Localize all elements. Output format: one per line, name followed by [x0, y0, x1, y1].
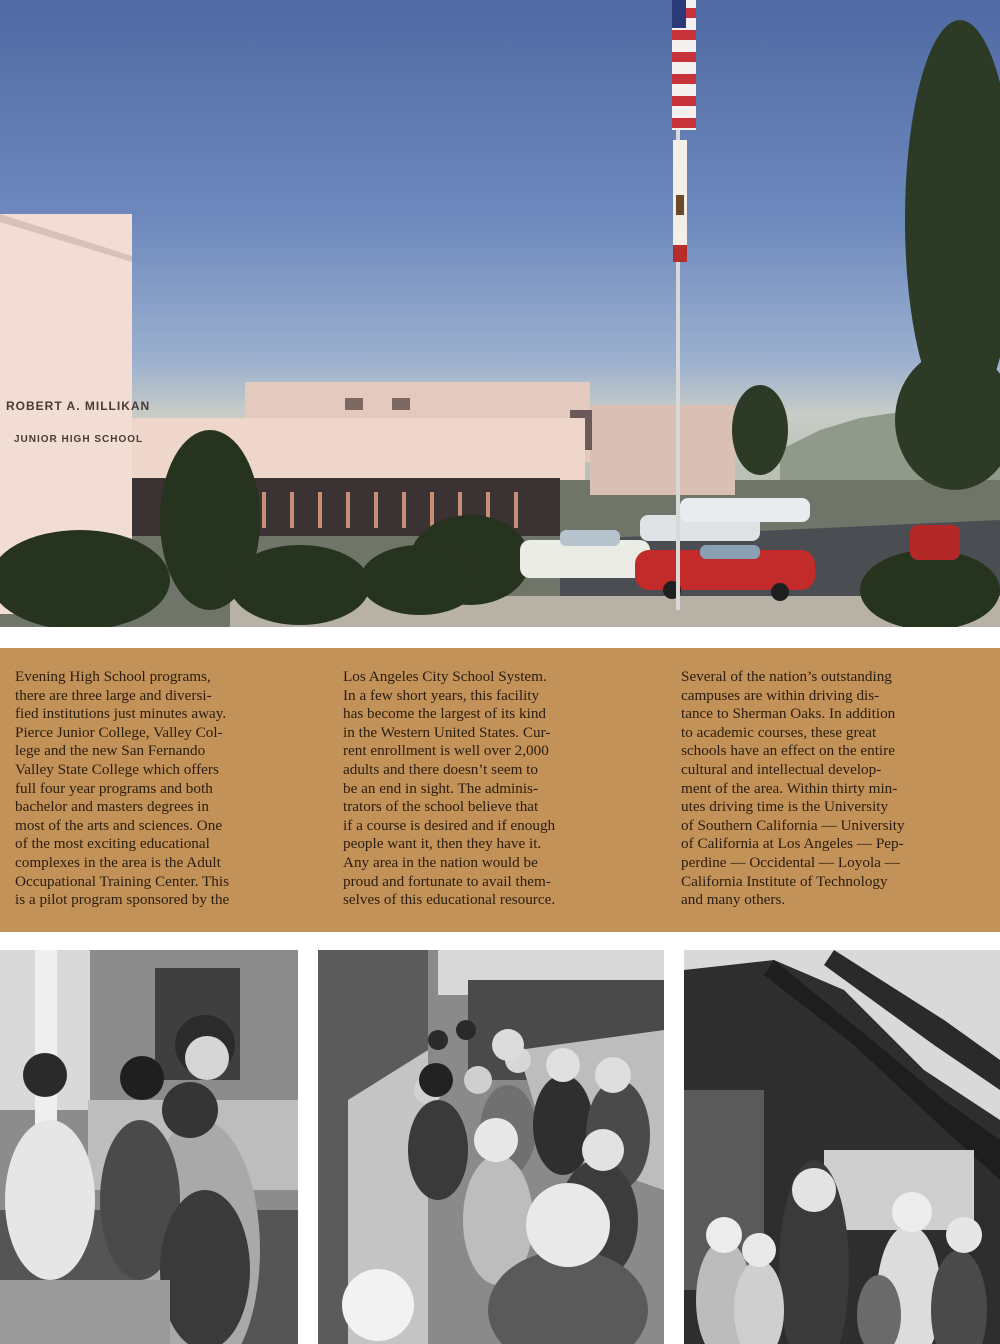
us-flag [672, 0, 696, 130]
text-line: Los Angeles City School System. [343, 668, 547, 685]
classroom-illustration [0, 950, 298, 1344]
text-line: most of the arts and sciences. One [15, 816, 223, 834]
table-model [0, 1280, 170, 1344]
school-building-photo [0, 0, 1000, 627]
text-line: adults and there doesn’t seem to [343, 760, 538, 778]
student-figure [5, 1120, 95, 1280]
text-line: Several of the nation’s outstanding [681, 668, 892, 685]
text-line: Valley State College which offers [15, 760, 219, 778]
text-line: full four year programs and both [15, 779, 213, 797]
vent [392, 398, 410, 410]
text-line: in the Western United States. Cur- [343, 723, 551, 741]
text-line: Any area in the nation would be [343, 853, 538, 871]
text-line: be an end in sight. The adminis- [343, 779, 539, 797]
text-line: trators of the school believe that [343, 798, 539, 816]
text-line: rent enrollment is well over 2,000 [343, 742, 549, 760]
text-line: fied institutions just minutes away. [15, 705, 227, 723]
text-line: Occupational Training Center. This [15, 872, 230, 890]
text-line: campuses are within driving dis- [681, 686, 880, 704]
california-flag [673, 140, 687, 262]
hallway-children-photo [318, 950, 664, 1344]
building-sign-line-1: ROBERT A. MILLIKAN [6, 399, 151, 413]
text-line: Evening High School programs, [15, 668, 211, 685]
text-line: to academic courses, these great [681, 723, 877, 741]
text-line: bachelor and masters degrees in [15, 798, 209, 816]
text-line: of Southern California — University [681, 816, 905, 834]
text-line: of the most exciting educational [15, 835, 210, 853]
text-line: of California at Los Angeles — Pep- [681, 835, 904, 853]
school-building-illustration [0, 0, 1000, 627]
text-line: is a pilot program sponsored by the [15, 891, 230, 909]
text-line: schools have an effect on the entire [681, 742, 895, 760]
article-text-band [0, 648, 1000, 932]
vent [345, 398, 363, 410]
text-column-1 [15, 668, 291, 910]
text-line: perdine — Occidental — Loyola — [681, 853, 900, 871]
building-sign-line-2: JUNIOR HIGH SCHOOL [14, 434, 144, 445]
hallway-illustration [318, 950, 664, 1344]
text-line: if a course is desired and if enough [343, 816, 556, 834]
text-line: selves of this educational resource. [343, 891, 556, 909]
text-line: has become the largest of its kind [343, 705, 547, 723]
text-line: ment of the area. Within thirty min- [681, 779, 898, 797]
text-line: In a few short years, this facility [343, 686, 540, 704]
text-line: and many others. [681, 891, 786, 909]
text-column-2 [343, 668, 628, 910]
text-line: Pierce Junior College, Valley Col- [15, 723, 223, 741]
text-line: utes driving time is the University [681, 798, 889, 816]
student-figure [160, 1190, 250, 1344]
text-line: complexes in the area is the Adult [15, 853, 221, 871]
text-line: California Institute of Technology [681, 872, 888, 890]
text-line: cultural and intellectual develop- [681, 760, 882, 778]
text-line: lege and the new San Fernando [15, 742, 206, 760]
classroom-photo [0, 950, 298, 1344]
pledge-of-allegiance-photo [684, 950, 1000, 1344]
text-line: proud and fortunate to avail them- [343, 872, 551, 890]
text-line: people want it, then they have it. [343, 835, 542, 853]
text-column-3 [681, 668, 966, 910]
pledge-illustration [684, 950, 1000, 1344]
text-line: there are three large and diversi- [15, 686, 212, 704]
right-building [590, 405, 735, 495]
text-line: tance to Sherman Oaks. In addition [681, 705, 896, 723]
